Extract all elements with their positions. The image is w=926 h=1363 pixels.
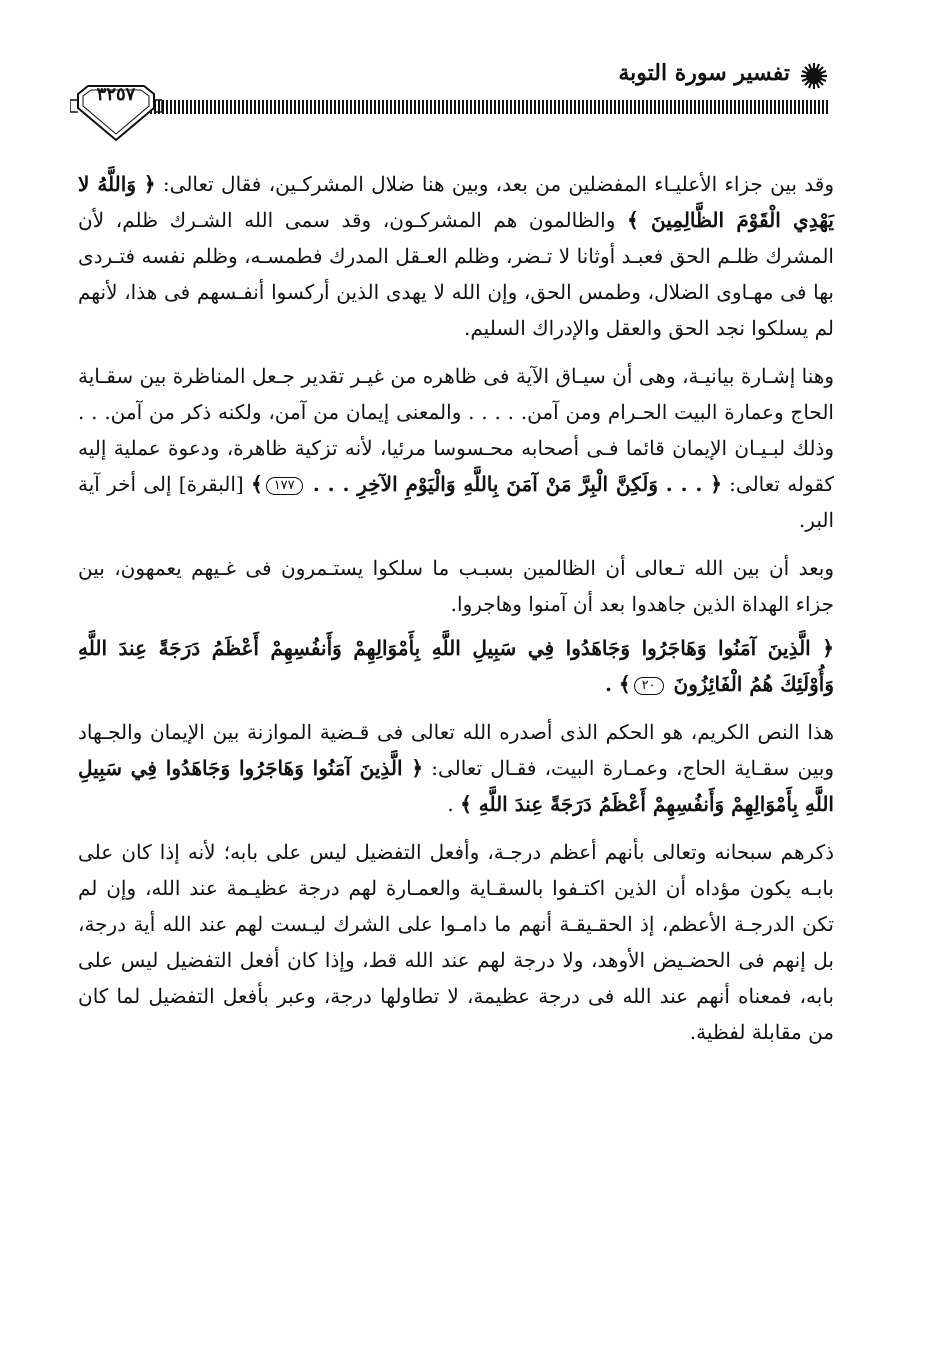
paragraph-text: وبعد أن بين الله تـعالى أن الظالمين بسبـب ما سلكوا يستـمرون فى غـيهم يعمهون، بين جزاء الهداة الذين جاهدوا بعد أن آمنوا وهاجروا. [78, 556, 834, 616]
page-body [78, 166, 834, 1062]
paragraph-2 [78, 358, 834, 538]
quran-verse: ﴿ الَّذِينَ آمَنُوا وَهَاجَرُوا وَجَاهَدُوا فِي سَبِيلِ اللَّهِ بِأَمْوَالِهِمْ وَأَنفُسِهِمْ أَعْظَمُ دَرَجَةً عِندَ اللَّهِ ﴾ [78, 756, 834, 816]
paragraph-3 [78, 550, 834, 622]
paragraph-4-verse [78, 630, 834, 702]
header-rule [150, 100, 830, 114]
verse-close-bracket: ﴾ [250, 472, 263, 496]
quran-verse: ﴿ . . . وَلَكِنَّ الْبِرَّ مَنْ آمَنَ بِاللَّهِ وَالْيَوْمِ الآخِرِ . . . [312, 472, 722, 496]
verse-number-badge: ١٧٧ [266, 477, 303, 495]
paragraph-6 [78, 834, 834, 1050]
paragraph-text: . [447, 792, 461, 816]
flower-ornament-icon [800, 62, 828, 90]
paragraph-1 [78, 166, 834, 346]
quran-verse: ﴿ الَّذِينَ آمَنُوا وَهَاجَرُوا وَجَاهَدُوا فِي سَبِيلِ اللَّهِ بِأَمْوَالِهِمْ وَأَنفُسِهِمْ أَعْظَمُ دَرَجَةً عِندَ اللَّهِ وَأُوْلَئِكَ هُمُ الْفَائِزُونَ [78, 636, 835, 696]
paragraph-5 [78, 714, 834, 822]
paragraph-text: هذا النص الكريم، هو الحكم الذى أصدره الله تعالى فى قـضية الموازنة بين الإيمان والجـهاد وبين سقـاية الحاج، وعمـارة البيت، فقـال تعالى: [78, 720, 835, 780]
paragraph-text: ذكرهم سبحانه وتعالى بأنهم أعظم درجـة، وأفعل التفضيل ليس على بابه؛ لأنه إذا كان على بابـه يكون مؤداه أن الذين اكتـفوا بالسقـاية والعمـارة لهم درجة عظيـمة عند الله، وإن لم تكن الدرجـة الأعظم، إذ الحقـيقـة أنهم ما دامـوا على الشرك ليـست لهم عند الله أية درجة، بل إنهم فى الحضـيض الأوهد، ولا درجة لهم عند الله قط، وإذا كان أفعل التفضيل ليس على بابه، فمعناه أنهم عند الله فى درجة عظيمة، لا تطاولها درجة، وعبر بأفعل التفضيل لما كان من مقابلة لفظية. [78, 840, 835, 1044]
paragraph-text: [البقرة] إلى أخر آية البر. [78, 472, 834, 532]
verse-close-bracket: ﴾ . [604, 672, 631, 696]
page-number: ٣٢٥٧ [96, 84, 136, 105]
page-number-badge-icon [70, 72, 162, 144]
page-header [70, 58, 830, 148]
paragraph-text: وقد بين جزاء الأعليـاء المفضلين من بعد، وبين هنا ضلال المشركـين، فقال تعالى: [155, 172, 834, 196]
paragraph-text: وهنا إشـارة بيانيـة، وهى أن سيـاق الآية فى ظاهره من غيـر تقدير جـعل المناظرة بين سقـاية الحاج وعمارة البيت الحـرام ومن آمن. . . . . والمعنى إيمان من آمن، ولكنه ذكر من آمن. . . وذلك لبـيـان الإيمان قائما فـى أصحابه محـسوسا مرئيا، لأنه تزكية ظاهرة، ودعوة عملية إليه كقوله تعالى: [78, 364, 834, 496]
book-title: تفسير سورة التوبة [618, 60, 790, 86]
paragraph-text: والظالمون هم المشركـون، وقد سمى الله الشـرك ظلم، لأن المشرك ظلـم الحق فعبـد أوثانا لا تـضر، وظلم العـقل المدرك فطمسـه، وظلم نفسه فتـردى بها فى مهـاوى الضلال، وطمس الحق، وإن الله لا يهدى الذين أركسوا أنفـسهم فى هذا، لأنهم لم يسلكوا نجد الحق والعقل والإدراك السليم. [78, 208, 834, 340]
verse-number-badge: ٢٠ [634, 677, 664, 695]
quran-verse: ﴿ وَاللَّهُ لا يَهْدِي الْقَوْمَ الظَّالِمِينَ ﴾ [78, 172, 834, 232]
